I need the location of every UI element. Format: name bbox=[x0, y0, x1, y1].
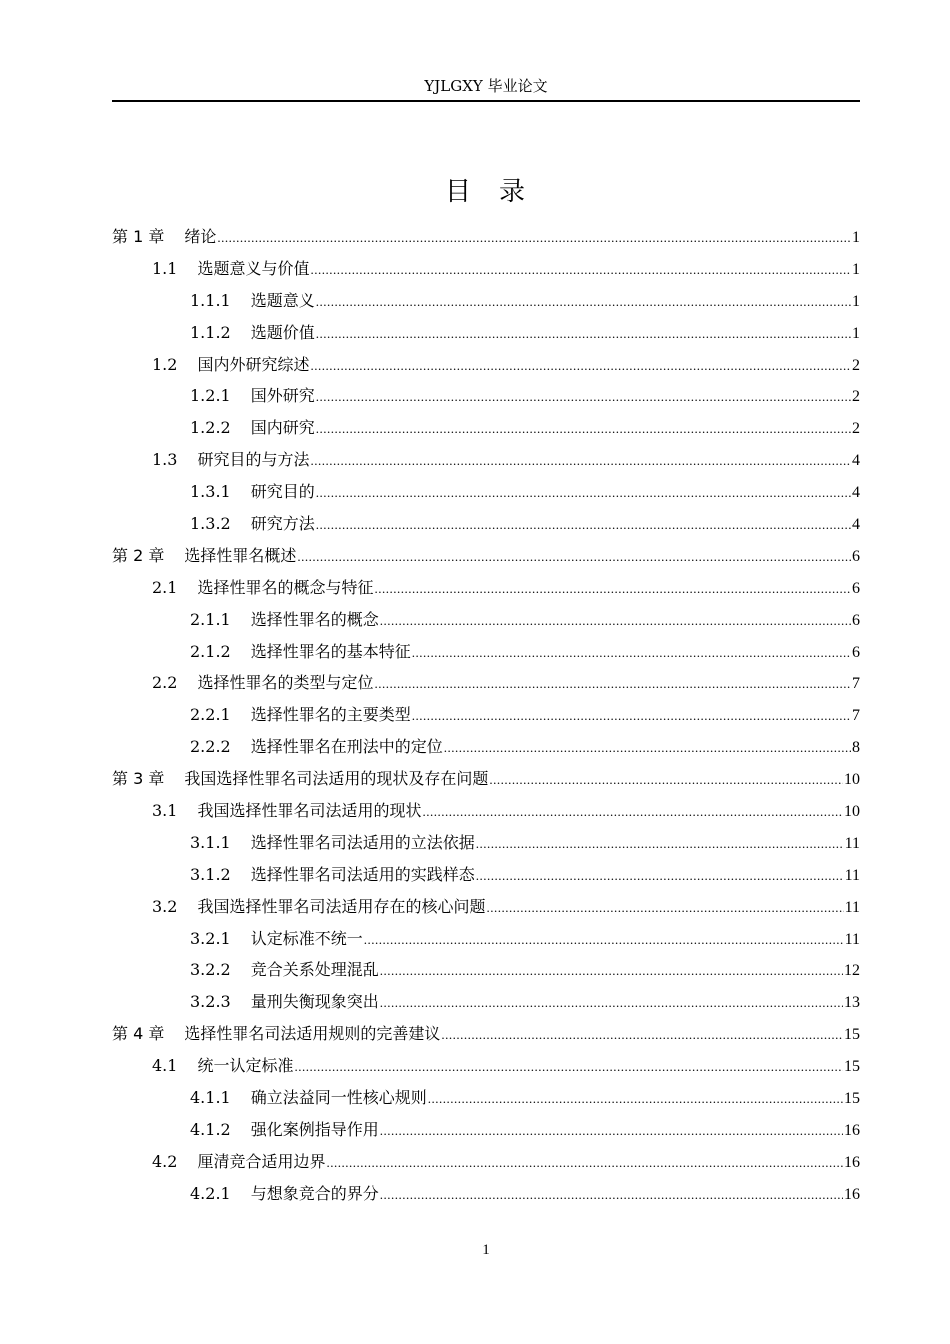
toc-leader-dots bbox=[316, 517, 851, 533]
toc-entry-label: 选择性罪名在刑法中的定位 bbox=[250, 737, 443, 757]
toc-entry-label: 国内研究 bbox=[250, 418, 315, 438]
toc-entry-label: 选择性罪名的类型与定位 bbox=[197, 673, 374, 693]
toc-leader-dots bbox=[486, 900, 843, 916]
toc-entry-label: 与想象竞合的界分 bbox=[250, 1183, 379, 1203]
toc-entry-page: 1 bbox=[852, 229, 860, 246]
toc-leader-dots bbox=[217, 230, 851, 246]
toc-entry-label: 选择性罪名的概念与特征 bbox=[197, 577, 374, 597]
toc-leader-dots bbox=[316, 421, 851, 437]
toc-entry-page: 1 bbox=[852, 324, 860, 342]
toc-entry-page: 13 bbox=[844, 994, 860, 1012]
toc-entry-page: 1 bbox=[852, 292, 860, 310]
toc-entry[interactable] bbox=[112, 1149, 860, 1181]
toc-leader-dots bbox=[380, 963, 843, 979]
toc-entry[interactable] bbox=[112, 1085, 860, 1117]
toc-leader-dots bbox=[412, 645, 851, 661]
toc-leader-dots bbox=[380, 995, 843, 1011]
toc-leader-dots bbox=[297, 549, 851, 565]
toc-leader-dots bbox=[489, 772, 843, 788]
toc-leader-dots bbox=[380, 613, 851, 629]
toc-entry[interactable] bbox=[112, 639, 860, 671]
toc-entry-number: 3.1.2 bbox=[190, 864, 231, 884]
toc-entry-number: 4.2 bbox=[152, 1151, 178, 1171]
toc-entry-page: 4 bbox=[852, 516, 860, 534]
toc-entry-page: 2 bbox=[852, 388, 860, 406]
toc-entry-page: 11 bbox=[844, 866, 860, 884]
toc-title bbox=[112, 174, 860, 210]
toc-entry[interactable] bbox=[112, 1117, 860, 1149]
toc-entry-page: 16 bbox=[844, 1121, 860, 1139]
toc-leader-dots bbox=[412, 708, 851, 724]
toc-entry[interactable] bbox=[112, 989, 860, 1021]
toc-entry-number: 1.2.2 bbox=[190, 418, 231, 438]
toc-entry-label: 研究目的 bbox=[250, 482, 315, 502]
toc-entry-number: 1.2.1 bbox=[190, 386, 231, 406]
toc-entry-label: 选择性罪名司法适用的实践样态 bbox=[250, 864, 475, 884]
toc-entry[interactable] bbox=[112, 415, 860, 447]
toc-entry-number: 第 4 章 bbox=[112, 1024, 165, 1044]
toc-entry[interactable] bbox=[112, 670, 860, 702]
toc-entry-page: 6 bbox=[852, 547, 860, 565]
toc-entry-number: 3.1.1 bbox=[190, 832, 231, 852]
toc-entry-number: 3.2.2 bbox=[190, 960, 231, 980]
toc-leader-dots bbox=[374, 581, 851, 597]
toc-entry-number: 3.2 bbox=[152, 896, 178, 916]
toc-entry[interactable] bbox=[112, 702, 860, 734]
toc-entry-number: 2.2.1 bbox=[190, 705, 231, 725]
toc-entry-label: 研究方法 bbox=[250, 514, 315, 534]
toc-entry[interactable] bbox=[112, 479, 860, 511]
toc-entry-number: 2.1.1 bbox=[190, 609, 231, 629]
toc-leader-dots bbox=[316, 326, 851, 342]
toc-entry[interactable] bbox=[112, 830, 860, 862]
toc-entry-label: 量刑失衡现象突出 bbox=[250, 992, 379, 1012]
toc-entry[interactable] bbox=[112, 798, 860, 830]
toc-leader-dots bbox=[364, 932, 844, 948]
toc-entry-page: 15 bbox=[844, 1026, 860, 1044]
toc-leader-dots bbox=[316, 389, 851, 405]
toc-leader-dots bbox=[422, 804, 843, 820]
toc-entry[interactable] bbox=[112, 862, 860, 894]
toc-entry-number: 1.3.1 bbox=[190, 482, 231, 502]
toc-entry-page: 2 bbox=[852, 420, 860, 438]
toc-entry[interactable] bbox=[112, 926, 860, 958]
toc-entry[interactable] bbox=[112, 1181, 860, 1213]
toc-entry-page: 4 bbox=[852, 484, 860, 502]
toc-entry[interactable] bbox=[112, 256, 860, 288]
toc-leader-dots bbox=[316, 294, 851, 310]
page-number: 1 bbox=[482, 1242, 490, 1258]
toc-entry-page: 15 bbox=[844, 1090, 860, 1108]
toc-title-left: 目 bbox=[444, 177, 473, 207]
toc-entry[interactable] bbox=[112, 224, 860, 256]
toc-entry[interactable] bbox=[112, 383, 860, 415]
toc-entry-label: 选择性罪名司法适用规则的完善建议 bbox=[184, 1024, 441, 1044]
toc-leader-dots bbox=[310, 453, 851, 469]
toc-leader-dots bbox=[444, 740, 851, 756]
toc-entry[interactable] bbox=[112, 543, 860, 575]
toc-entry-number: 1.1.1 bbox=[190, 290, 231, 310]
toc-entry-page: 4 bbox=[852, 452, 860, 470]
toc-entry-label: 选择性罪名司法适用的立法依据 bbox=[250, 832, 475, 852]
toc-entry-label: 我国选择性罪名司法适用的现状及存在问题 bbox=[184, 769, 489, 789]
toc-entry-number: 1.1.2 bbox=[190, 322, 231, 342]
toc-entry[interactable] bbox=[112, 320, 860, 352]
toc-leader-dots bbox=[310, 262, 851, 278]
toc-entry-number: 1.3.2 bbox=[190, 514, 231, 534]
toc-entry-page: 11 bbox=[844, 898, 860, 916]
toc-entry-label: 确立法益同一性核心规则 bbox=[250, 1088, 427, 1108]
toc-entry-label: 国内外研究综述 bbox=[197, 354, 310, 374]
toc-entry-label: 国外研究 bbox=[250, 386, 315, 406]
toc-entry[interactable] bbox=[112, 447, 860, 479]
toc-entry[interactable] bbox=[112, 894, 860, 926]
toc-entry-number: 4.1.1 bbox=[190, 1088, 231, 1108]
toc-entry[interactable] bbox=[112, 511, 860, 543]
toc-entry[interactable] bbox=[112, 766, 860, 798]
page-header: YJLGXY 毕业论文 bbox=[424, 77, 548, 95]
toc-entry-number: 4.2.1 bbox=[190, 1183, 231, 1203]
toc-entry-number: 第 3 章 bbox=[112, 769, 165, 789]
toc-leader-dots bbox=[476, 868, 844, 884]
toc-title-right: 录 bbox=[499, 177, 528, 207]
toc-entry-label: 选择性罪名的概念 bbox=[250, 609, 379, 629]
toc-entry-page: 15 bbox=[844, 1058, 860, 1076]
toc-entry[interactable] bbox=[112, 575, 860, 607]
toc-leader-dots bbox=[380, 1187, 843, 1203]
toc-entry-label: 选题意义与价值 bbox=[197, 258, 310, 278]
toc-entry-number: 2.1.2 bbox=[190, 641, 231, 661]
toc-entry-label: 统一认定标准 bbox=[197, 1056, 294, 1076]
toc-entry[interactable] bbox=[112, 1053, 860, 1085]
toc-entry-page: 12 bbox=[844, 962, 860, 980]
toc-entry[interactable] bbox=[112, 734, 860, 766]
toc-entry-number: 3.1 bbox=[152, 801, 178, 821]
toc-entry-label: 竞合关系处理混乱 bbox=[250, 960, 379, 980]
toc-entry-number: 4.1.2 bbox=[190, 1119, 231, 1139]
toc-leader-dots bbox=[441, 1027, 843, 1043]
toc-entry-number: 2.2 bbox=[152, 673, 178, 693]
header-rule bbox=[112, 100, 860, 102]
toc-entry-page: 10 bbox=[844, 771, 860, 789]
table-of-contents bbox=[112, 224, 860, 1213]
toc-entry-page: 11 bbox=[844, 834, 860, 852]
toc-entry-label: 我国选择性罪名司法适用的现状 bbox=[197, 801, 422, 821]
toc-leader-dots bbox=[294, 1059, 843, 1075]
toc-entry-label: 选题价值 bbox=[250, 322, 315, 342]
toc-entry-page: 7 bbox=[852, 707, 860, 725]
toc-entry[interactable] bbox=[112, 1021, 860, 1053]
toc-entry-page: 8 bbox=[852, 739, 860, 757]
toc-entry-number: 3.2.1 bbox=[190, 928, 231, 948]
toc-entry-label: 厘清竞合适用边界 bbox=[197, 1151, 326, 1171]
toc-entry-label: 绪论 bbox=[184, 227, 217, 246]
toc-entry-page: 16 bbox=[844, 1185, 860, 1203]
toc-entry-label: 选择性罪名的主要类型 bbox=[250, 705, 411, 725]
toc-entry-page: 6 bbox=[852, 579, 860, 597]
toc-entry-label: 我国选择性罪名司法适用存在的核心问题 bbox=[197, 896, 486, 916]
toc-entry-label: 选题意义 bbox=[250, 290, 315, 310]
toc-entry-number: 3.2.3 bbox=[190, 992, 231, 1012]
toc-leader-dots bbox=[310, 358, 851, 374]
toc-entry-page: 7 bbox=[852, 675, 860, 693]
toc-leader-dots bbox=[316, 485, 851, 501]
toc-entry-page: 6 bbox=[852, 611, 860, 629]
toc-entry-page: 16 bbox=[844, 1153, 860, 1171]
toc-entry-page: 1 bbox=[852, 260, 860, 278]
toc-entry-label: 认定标准不统一 bbox=[250, 928, 363, 948]
toc-entry-page: 10 bbox=[844, 803, 860, 821]
toc-entry-number: 2.1 bbox=[152, 577, 178, 597]
toc-entry-label: 选择性罪名的基本特征 bbox=[250, 641, 411, 661]
toc-entry-number: 2.2.2 bbox=[190, 737, 231, 757]
toc-entry-page: 6 bbox=[852, 643, 860, 661]
toc-entry[interactable] bbox=[112, 957, 860, 989]
toc-entry-label: 研究目的与方法 bbox=[197, 450, 310, 470]
toc-entry-page: 11 bbox=[844, 930, 860, 948]
toc-entry-label: 强化案例指导作用 bbox=[250, 1119, 379, 1139]
toc-entry[interactable] bbox=[112, 352, 860, 384]
toc-entry-number: 第 1 章 bbox=[112, 227, 165, 246]
toc-leader-dots bbox=[326, 1155, 843, 1171]
toc-entry-number: 1.3 bbox=[152, 450, 178, 470]
toc-leader-dots bbox=[380, 1123, 843, 1139]
toc-leader-dots bbox=[374, 676, 851, 692]
toc-entry-number: 1.2 bbox=[152, 354, 178, 374]
toc-entry-label: 选择性罪名概述 bbox=[184, 545, 297, 565]
toc-leader-dots bbox=[428, 1091, 843, 1107]
toc-entry[interactable] bbox=[112, 288, 860, 320]
toc-entry-page: 2 bbox=[852, 356, 860, 374]
toc-entry-number: 第 2 章 bbox=[112, 545, 165, 565]
toc-entry-number: 1.1 bbox=[152, 258, 178, 278]
toc-leader-dots bbox=[476, 836, 844, 852]
toc-entry[interactable] bbox=[112, 607, 860, 639]
toc-entry-number: 4.1 bbox=[152, 1056, 178, 1076]
